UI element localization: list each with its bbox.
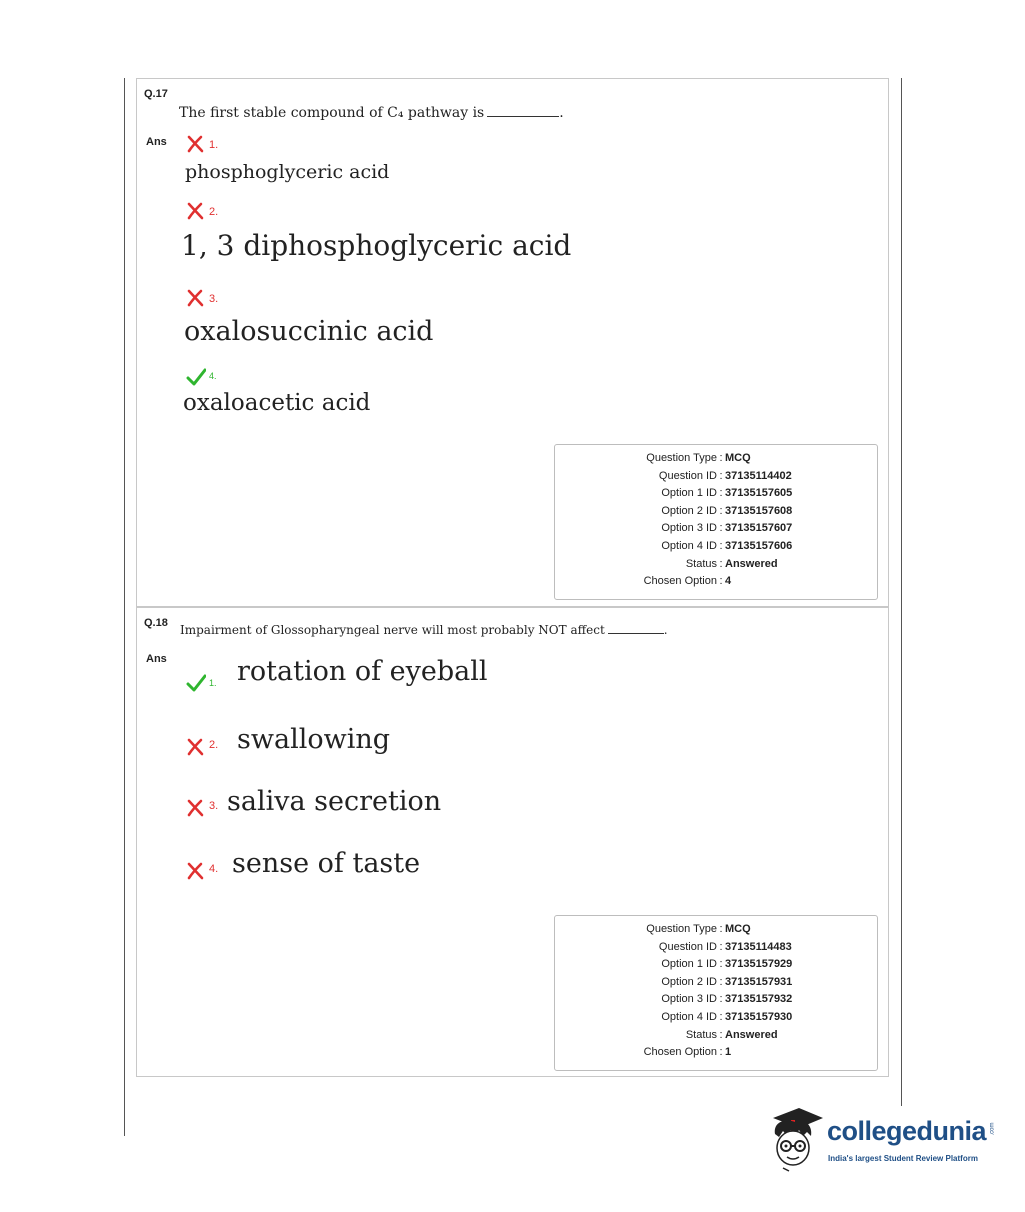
ans-label: Ans [146,136,167,148]
info-row: Option 4 ID : 37135157930 [661,1010,793,1023]
cross-icon [186,289,206,307]
option-number: 4. [209,863,219,875]
option-text: rotation of eyeball [237,656,488,687]
option-text: oxalosuccinic acid [184,316,434,347]
option-text: 1, 3 diphosphoglyceric acid [181,229,572,262]
question-panel-17 [136,78,889,607]
question-text: Impairment of Glossopharyngeal nerve will most probably NOT affect . [180,623,668,637]
cross-icon [186,738,206,756]
answer-blank [487,106,559,117]
info-row: Option 3 ID : 37135157607 [661,522,793,535]
cross-icon [186,202,206,220]
question-info-box [554,915,878,1071]
brand-tagline: India's largest Student Review Platform [828,1154,978,1163]
question-panel-18 [136,607,889,1077]
info-row: Question Type : MCQ [646,452,751,464]
page-rule-right [901,78,902,1106]
check-icon [186,674,206,692]
option-text: oxaloacetic acid [183,390,371,416]
info-row: Option 1 ID : 37135157929 [661,958,793,971]
ans-label: Ans [146,653,167,665]
brand-suffix: .com [989,1122,996,1136]
info-row: Option 2 ID : 37135157931 [661,975,793,988]
question-number: Q.18 [144,617,168,629]
question-text: The first stable compound of C₄ pathway is . [179,105,564,121]
info-row: Option 2 ID : 37135157608 [661,504,793,517]
option-number: 2. [209,739,219,751]
info-row: Chosen Option : 4 [643,575,732,588]
check-icon [186,368,206,386]
question-number: Q.17 [144,88,168,100]
info-row: Option 3 ID : 37135157932 [661,993,793,1006]
info-row: Status : Answered [685,1028,778,1041]
option-number: 3. [209,293,219,305]
cross-icon [186,799,206,817]
option-text: phosphoglyceric acid [185,161,390,183]
collegedunia-logo [767,1104,997,1179]
option-text: sense of taste [232,848,421,879]
option-number: 3. [209,800,219,812]
mascot-icon [767,1104,825,1174]
info-row: Status : Answered [685,557,778,570]
option-number: 1. [209,139,219,151]
question-info-box [554,444,878,600]
info-row: Question Type : MCQ [646,923,751,935]
option-number: 4. [209,371,217,381]
option-text: swallowing [237,724,391,755]
option-number: 2. [209,206,219,218]
answer-blank [608,623,664,634]
info-row: Option 1 ID : 37135157605 [661,487,793,500]
page-rule-left [124,78,125,1136]
info-row: Question ID : 37135114402 [658,469,792,482]
option-text: saliva secretion [227,786,442,817]
info-row: Question ID : 37135114483 [658,940,792,953]
cross-icon [186,862,206,880]
cross-icon [186,135,206,153]
info-row: Option 4 ID : 37135157606 [661,539,793,552]
info-row: Chosen Option : 1 [643,1046,732,1059]
brand-name: collegedunia [827,1116,987,1146]
option-number: 1. [209,678,217,688]
